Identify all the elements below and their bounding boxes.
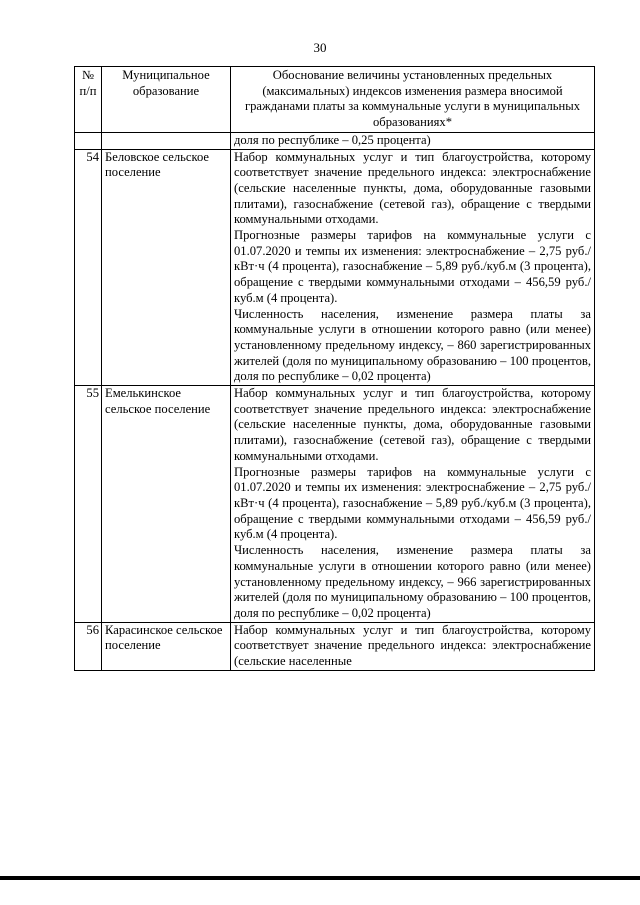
table-row	[75, 149, 595, 386]
municipality-name: Карасинское сельское поселение	[102, 622, 231, 670]
services-paragraph: Набор коммунальных услуг и тип благоустройства, которому соответствует значение предельного индекса: электроснабжение (сельские населенные пункты, дома, оборудованные газовыми плитами), газоснабжение (сетевой газ), обращение с твердыми коммунальными отходами.	[234, 386, 591, 463]
table-header-row	[75, 67, 595, 133]
services-paragraph: Набор коммунальных услуг и тип благоустройства, которому соответствует значение предельного индекса: электроснабжение (сельские населенные	[234, 622, 591, 669]
scan-edge-bar	[0, 876, 640, 880]
row-number: 55	[75, 386, 102, 623]
population-paragraph: Численность населения, изменение размера платы за коммунальные услуги в отношении которого равно (или менее) установленному предельному индексу, – 860 зарегистрированных жителей (доля по муниципальному образованию – 100 процентов, доля по республике – 0,02 процента)	[234, 306, 591, 384]
tariffs-paragraph: Прогнозные размеры тарифов на коммунальные услуги с 01.07.2020 и темпы их изменения: электроснабжение – 2,75 руб./кВт·ч (4 процента), газоснабжение – 5,89 руб./куб.м (3 процента), обращение с твердыми коммунальными отходами – 456,59 руб./куб.м (4 процента).	[234, 464, 591, 542]
population-paragraph: Численность населения, изменение размера платы за коммунальные услуги в отношении которого равно (или менее) установленному предельному индексу, – 966 зарегистрированных жителей (доля по муниципальному образованию – 100 процентов, доля по республике – 0,02 процента)	[234, 543, 591, 620]
continuation-text: доля по республике – 0,25 процента)	[231, 132, 595, 149]
table-row	[75, 622, 595, 670]
services-paragraph: Набор коммунальных услуг и тип благоустройства, которому соответствует значение предельного индекса: электроснабжение (сельские населенные пункты, дома, оборудованные газовыми плитами), газоснабжение (сетевой газ), обращение с твердыми коммунальными отходами.	[234, 149, 591, 227]
justification-cell	[231, 386, 595, 623]
index-justification-table	[74, 66, 595, 671]
header-number: № п/п	[75, 67, 102, 133]
header-justification: Обоснование величины установленных предельных (максимальных) индексов изменения размера вносимой гражданами платы за коммунальные услуги в муниципальных образованиях*	[231, 67, 595, 133]
row-number: 54	[75, 149, 102, 386]
table-row	[75, 386, 595, 623]
header-municipality: Муниципальное образование	[102, 67, 231, 133]
justification-cell	[231, 622, 595, 670]
page-number: 30	[313, 40, 327, 55]
municipality-name: Беловское сельское поселение	[102, 149, 231, 386]
row-number: 56	[75, 622, 102, 670]
continuation-row	[75, 132, 595, 149]
justification-cell	[231, 149, 595, 386]
tariffs-paragraph: Прогнозные размеры тарифов на коммунальные услуги с 01.07.2020 и темпы их изменения: электроснабжение – 2,75 руб./кВт·ч (4 процента), газоснабжение – 5,89 руб./куб.м (3 процента), обращение с твердыми коммунальными отходами – 456,59 руб./куб.м (4 процента).	[234, 228, 591, 305]
municipality-name: Емелькинское сельское поселение	[102, 386, 231, 623]
